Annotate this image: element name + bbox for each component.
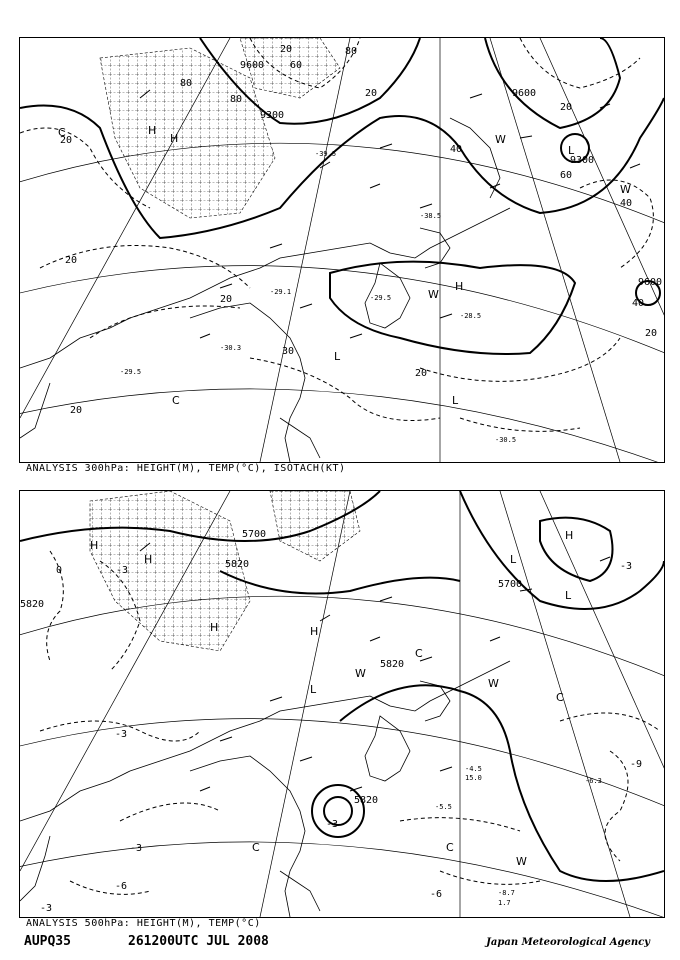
- pressure-center: L: [568, 144, 575, 157]
- height-label: 5700: [498, 579, 523, 590]
- temp-label: -5.5: [435, 803, 452, 811]
- isotach-label: 30: [282, 346, 295, 357]
- height-label: 9300: [570, 155, 595, 166]
- temp-label: -30.3: [220, 344, 242, 352]
- isotach-label: 20: [415, 368, 428, 379]
- isotach-label: 60: [290, 60, 303, 71]
- pressure-center: C: [58, 126, 66, 139]
- isotach-label: 20: [60, 135, 73, 146]
- pressure-center: W: [428, 288, 439, 301]
- isotach-label: 20: [220, 294, 233, 305]
- height-label: 5700: [242, 529, 267, 540]
- pressure-center: H: [455, 280, 464, 293]
- pressure-center: C: [415, 647, 423, 660]
- temp-label: -3: [326, 819, 339, 830]
- temp-label: -28.5: [460, 312, 482, 320]
- cold-region-hatch: [90, 491, 250, 651]
- height-label: 9600: [240, 60, 265, 71]
- isotach-label: 40: [450, 144, 463, 155]
- pressure-center: L: [334, 350, 341, 363]
- temp-label: -39.5: [315, 150, 337, 158]
- pressure-center: H: [148, 124, 157, 137]
- isotach-label: 40: [620, 198, 633, 209]
- temp-label: -6: [430, 889, 443, 900]
- temp-label: -6: [115, 881, 128, 892]
- map-500hpa-svg: [20, 491, 664, 917]
- temp-label: -30.5: [495, 436, 517, 444]
- height-label: 5820: [380, 659, 405, 670]
- temp-label: -4.5: [465, 765, 482, 773]
- temp-label: -29.5: [120, 368, 142, 376]
- temp-label: -3: [115, 729, 128, 740]
- pressure-center: W: [488, 677, 499, 690]
- height-label: 9300: [260, 110, 285, 121]
- analysis-500hpa-caption: ANALYSIS 500hPa: HEIGHT(M), TEMP(°C): [26, 918, 261, 929]
- pressure-center: C: [252, 841, 260, 854]
- height-label: 5820: [20, 599, 45, 610]
- pressure-center: H: [90, 539, 99, 552]
- isotach-label: 80: [230, 94, 243, 105]
- pressure-center: W: [620, 183, 631, 196]
- height-label: 5820: [354, 795, 379, 806]
- temp-label: -9: [630, 759, 643, 770]
- height-label: 9600: [512, 88, 537, 99]
- pressure-center: W: [355, 667, 366, 680]
- temp-label: -8.7: [498, 889, 515, 897]
- pressure-center: H: [144, 553, 153, 566]
- coastlines: [20, 661, 510, 917]
- isotach-label: 80: [180, 78, 193, 89]
- pressure-center: H: [310, 625, 319, 638]
- analysis-300hpa-caption: ANALYSIS 300hPa: HEIGHT(M), TEMP(°C), ISOTACH(KT): [26, 463, 346, 474]
- chart-code: AUPQ35: [24, 934, 71, 949]
- latitude-lines: [20, 596, 664, 917]
- height-label: 5820: [225, 559, 250, 570]
- analysis-300hpa-map: [19, 37, 665, 463]
- pressure-center: C: [446, 841, 454, 854]
- pressure-center: L: [310, 683, 317, 696]
- pressure-center: L: [452, 394, 459, 407]
- temp-label: -29.5: [370, 294, 392, 302]
- temp-label: -3: [40, 903, 53, 914]
- temp-label: -6.3: [585, 777, 602, 785]
- isotach-label: 80: [345, 46, 358, 57]
- isotach-label: 20: [645, 328, 658, 339]
- height-label: 9600: [638, 277, 663, 288]
- pressure-center: H: [210, 621, 219, 634]
- pressure-center: C: [556, 691, 564, 704]
- pressure-center: W: [516, 855, 527, 868]
- pressure-center: H: [170, 132, 179, 145]
- temp-label: 15.0: [465, 774, 482, 782]
- temp-label: -29.1: [270, 288, 292, 296]
- temp-label: -3: [116, 565, 129, 576]
- isotach-label: 20: [365, 88, 378, 99]
- pressure-center: W: [495, 133, 506, 146]
- pressure-center: C: [172, 394, 180, 407]
- pressure-center: L: [510, 553, 517, 566]
- temp-label: -38.5: [420, 212, 442, 220]
- pressure-center: H: [565, 529, 574, 542]
- temp-label: -3: [130, 843, 143, 854]
- isotach-label: 40: [632, 298, 645, 309]
- map-300hpa-svg: [20, 38, 664, 462]
- analysis-500hpa-map: [19, 490, 665, 918]
- temp-label: 1.7: [498, 899, 511, 907]
- isotach-label: 20: [70, 405, 83, 416]
- isotach-label: 20: [280, 44, 293, 55]
- isotach-label: 60: [560, 170, 573, 181]
- chart-timestamp: 261200UTC JUL 2008: [128, 934, 269, 949]
- isotach-label: 20: [65, 255, 78, 266]
- cold-region-hatch-2: [270, 491, 360, 561]
- temp-label: -3: [620, 561, 633, 572]
- pressure-center: L: [565, 589, 572, 602]
- agency-name: Japan Meteorological Agency: [486, 937, 650, 948]
- isotach-label: 20: [560, 102, 573, 113]
- temp-label: 0: [56, 565, 63, 576]
